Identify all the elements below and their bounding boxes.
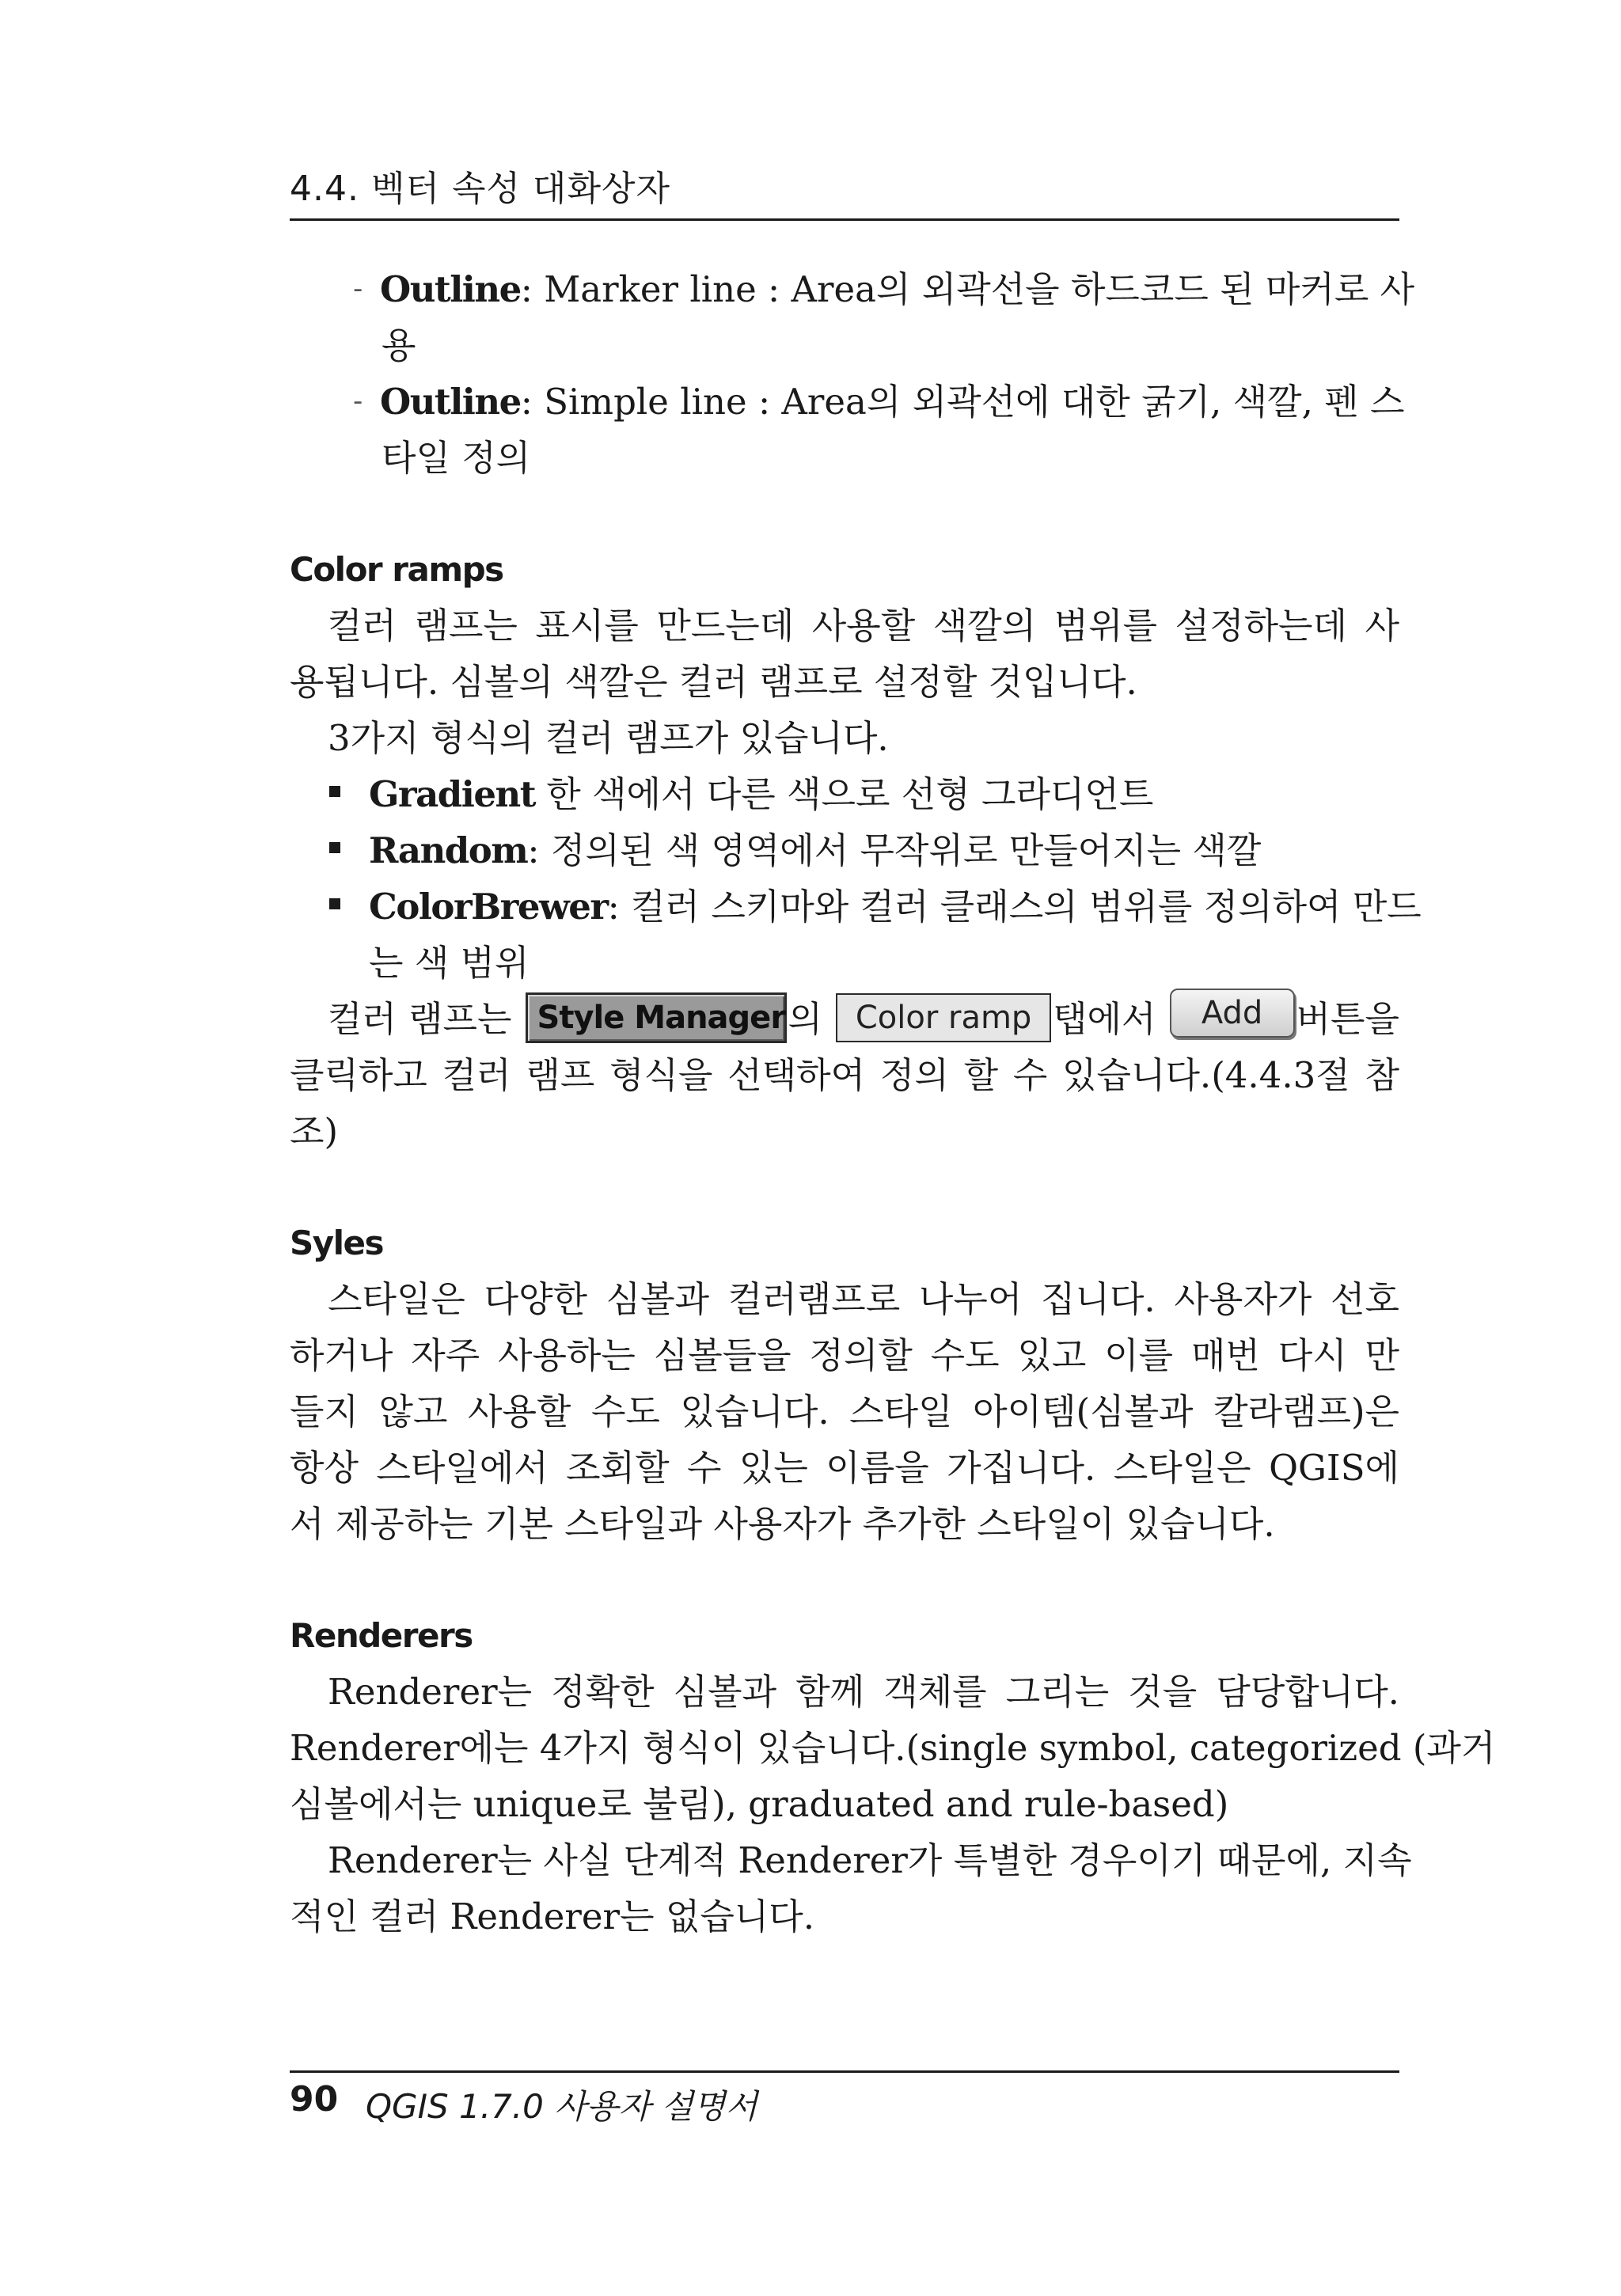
page-header	[290, 155, 1399, 221]
renderers-para1-line: 심볼에서는 unique로 불림), graduated and rule-based)	[290, 1783, 1229, 1825]
page-footer	[290, 2070, 1399, 2144]
outline-label: Outline	[380, 381, 521, 423]
color-ramps-para3-line1	[290, 991, 1399, 1047]
page-content	[290, 261, 1496, 1945]
bullet-item-random	[290, 822, 1399, 879]
bullet-item-colorbrewer	[290, 879, 1422, 935]
square-bullet-icon	[329, 842, 340, 853]
dash-bullet-icon: -	[353, 385, 363, 417]
para3-pre: 컬러 램프는	[328, 998, 512, 1040]
renderers-para1-line: Renderer는 정확한 심볼과 함께 객체를 그리는 것을 담당합니다.	[328, 1671, 1399, 1713]
add-button[interactable]: Add	[1170, 989, 1295, 1038]
color-ramps-para1-line2: 용됩니다. 심볼의 색깔은 컬러 램프로 설정할 것입니다.	[290, 661, 1137, 703]
outline-text: : Marker line : Area의 외곽선을 하드코드 된 마커로 사	[520, 268, 1415, 310]
outline-item-marker	[290, 261, 1415, 317]
outline-label: Outline	[380, 268, 521, 310]
bullet-item-gradient	[290, 766, 1399, 822]
outline-item-marker-cont: 용	[382, 324, 416, 366]
bullet-text: : 정의된 색 영역에서 무작위로 만들어지는 색깔	[527, 829, 1262, 871]
bullet-label: ColorBrewer	[369, 886, 608, 928]
color-ramps-para2: 3가지 형식의 컬러 램프가 있습니다.	[328, 717, 889, 759]
document-page	[290, 0, 1496, 2296]
styles-line: 서 제공하는 기본 스타일과 사용자가 추가한 스타일이 있습니다.	[290, 1503, 1275, 1545]
header-title: 4.4. 벡터 속성 대화상자	[290, 169, 670, 209]
outline-text: : Simple line : Area의 외곽선에 대한 굵기, 색깔, 펜 스	[520, 381, 1405, 423]
para3-mid1: 의	[788, 998, 822, 1040]
para3-post: 버튼을	[1296, 998, 1399, 1040]
bullet-item-colorbrewer-cont: 는 색 범위	[369, 942, 530, 984]
bullet-label: Gradient	[369, 773, 535, 815]
square-bullet-icon	[329, 898, 340, 909]
styles-line: 항상 스타일에서 조회할 수 있는 이름을 가집니다. 스타일은 QGIS에	[290, 1447, 1399, 1489]
outline-item-simple	[290, 374, 1405, 430]
bullet-label: Random	[369, 829, 528, 871]
color-ramps-para3-line2: 클릭하고 컬러 램프 형식을 선택하여 정의 할 수 있습니다.(4.4.3절 참	[290, 1054, 1399, 1096]
square-bullet-icon	[329, 786, 340, 797]
renderers-para2-line: 적인 컬러 Renderer는 없습니다.	[290, 1896, 815, 1937]
section-heading-styles: Syles	[290, 1224, 384, 1262]
bullet-text: : 컬러 스키마와 컬러 클래스의 범위를 정의하여 만드	[607, 886, 1422, 928]
style-manager-button[interactable]: Style Manager	[526, 992, 787, 1043]
page-number: 90	[290, 2079, 339, 2120]
bullet-text: 한 색에서 다른 색으로 선형 그라디언트	[535, 773, 1154, 815]
para3-mid2: 탭에서	[1053, 998, 1156, 1040]
styles-line: 스타일은 다양한 심볼과 컬러램프로 나누어 집니다. 사용자가 선호	[328, 1278, 1399, 1320]
section-heading-color-ramps: Color ramps	[290, 550, 503, 589]
section-heading-renderers: Renderers	[290, 1616, 473, 1655]
color-ramps-para1-line1: 컬러 램프는 표시를 만드는데 사용할 색깔의 범위를 설정하는데 사	[328, 605, 1399, 647]
tab-color-ramp[interactable]: Color ramp	[836, 993, 1051, 1042]
color-ramps-para3-line3: 조)	[290, 1110, 339, 1152]
book-title: QGIS 1.7.0 사용자 설명서	[366, 2087, 758, 2126]
dash-bullet-icon: -	[353, 273, 363, 305]
styles-line: 하거나 자주 사용하는 심볼들을 정의할 수도 있고 이를 매번 다시 만	[290, 1334, 1399, 1376]
styles-line: 들지 않고 사용할 수도 있습니다. 스타일 아이템(심볼과 칼라램프)은	[290, 1391, 1399, 1433]
outline-item-simple-cont: 타일 정의	[382, 437, 531, 479]
renderers-para2-line: Renderer는 사실 단계적 Renderer가 특별한 경우이기 때문에, 지속	[328, 1839, 1412, 1881]
renderers-para1-line: Renderer에는 4가지 형식이 있습니다.(single symbol, categorized (과거	[290, 1727, 1496, 1769]
